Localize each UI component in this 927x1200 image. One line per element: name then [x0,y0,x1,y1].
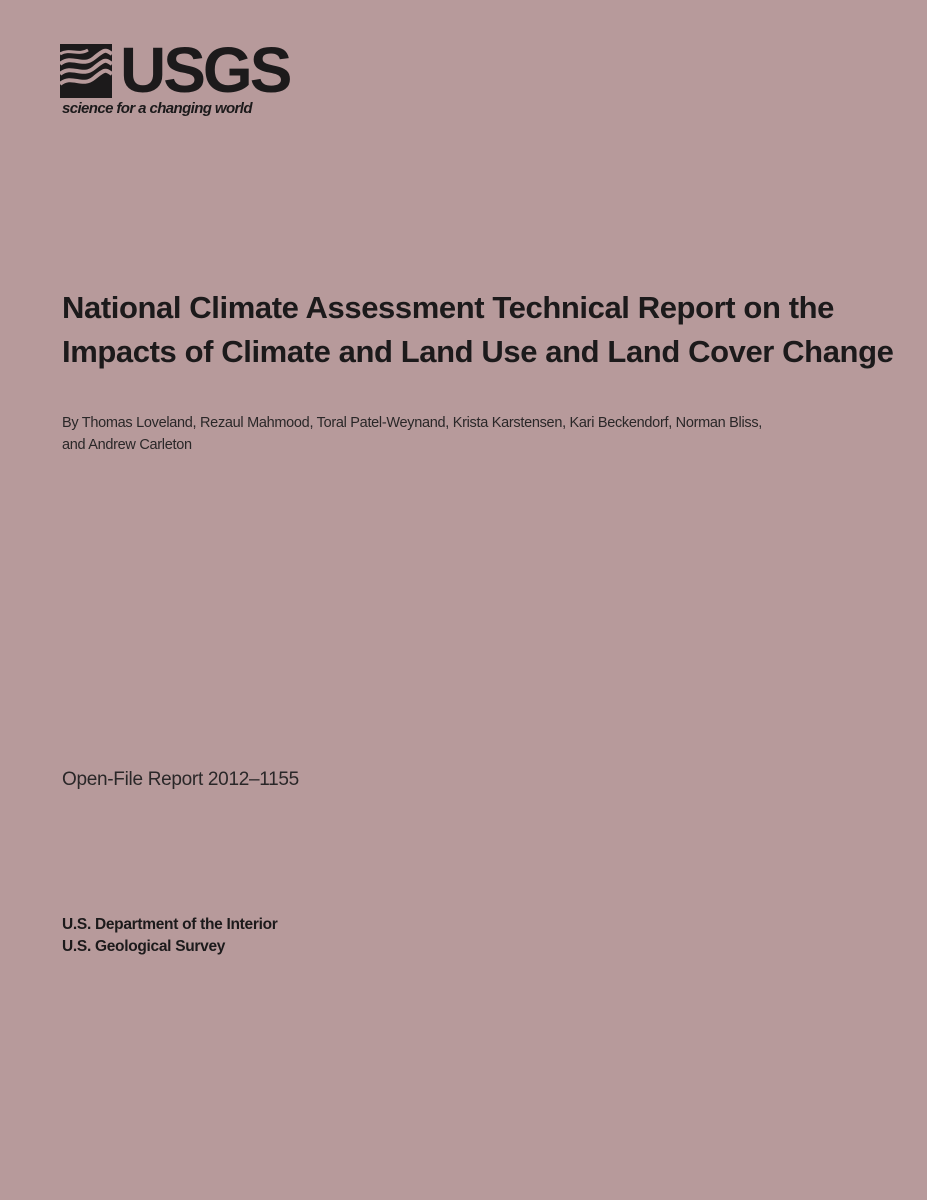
usgs-logo [60,34,290,120]
report-title-line-2: Impacts of Climate and Land Use and Land Cover Change [62,334,894,369]
report-title [62,286,894,374]
logo-wordmark: USGS [120,34,290,106]
usgs-wave-icon [60,44,112,98]
report-number: Open-File Report 2012–1155 [62,769,299,790]
report-title-line-1: National Climate Assessment Technical Report on the [62,290,835,325]
logo-tagline: science for a changing world [62,100,252,117]
survey-name: U.S. Geological Survey [62,938,226,955]
agency-block [62,914,277,958]
author-list-line-1: By Thomas Loveland, Rezaul Mahmood, Toral Patel-Weynand, Krista Karstensen, Kari Beckendorf, Norman Bliss, [62,415,762,431]
author-list [62,412,902,456]
author-list-line-2: and Andrew Carleton [62,437,192,453]
department-name: U.S. Department of the Interior [62,916,278,933]
